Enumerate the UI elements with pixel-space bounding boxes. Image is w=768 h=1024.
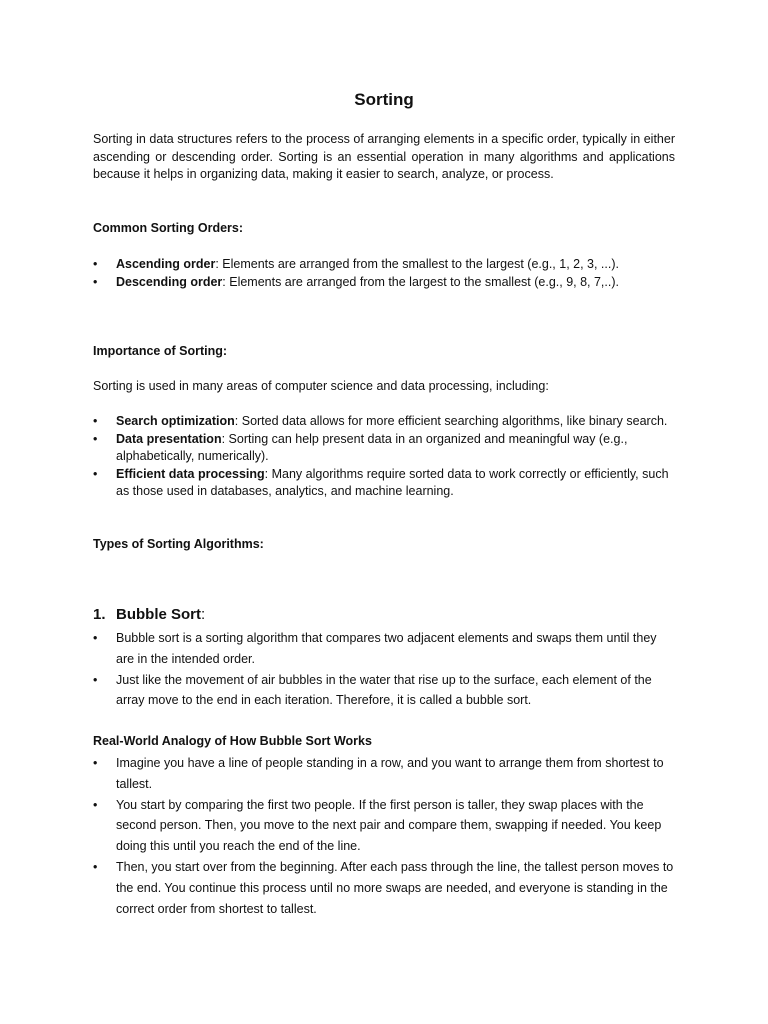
list-item	[93, 256, 675, 274]
list-item-text: Imagine you have a line of people standing in a row, and you want to arrange them from shortest to tallest.	[116, 756, 664, 791]
list-item-term: Ascending order	[116, 257, 216, 271]
importance-list	[93, 413, 675, 501]
orders-list	[93, 256, 675, 291]
list-item-text: : Many algorithms require sorted data to work correctly or efficiently, such as those used in databases, analytics, and machine learning.	[116, 466, 669, 499]
types-heading: Types of Sorting Algorithms:	[93, 537, 264, 551]
intro-paragraph: Sorting in data structures refers to the process of arranging elements in a specific order, typically in either ascending or descending order. Sorting is an essential operation in many algorithms and applications because it helps in organizing data, making it easier to search, analyze, or process.	[93, 132, 675, 182]
bubble-sort-heading	[93, 606, 205, 623]
list-item-term: Data presentation	[116, 431, 222, 446]
list-item-term: Descending order	[116, 274, 223, 289]
list-item	[93, 431, 675, 466]
list-item	[93, 413, 675, 431]
bullet-icon: •	[93, 797, 98, 812]
list-item-text: : Elements are arranged from the smallest to the largest (e.g., 1, 2, 3, ...).	[215, 257, 619, 271]
bullet-icon: •	[93, 257, 98, 271]
importance-heading: Importance of Sorting:	[93, 344, 228, 358]
list-item-text: : Sorting can help present data in an organized and meaningful way (e.g., alphabetically, numerically).	[116, 431, 628, 464]
section-number: 1.	[93, 606, 106, 623]
list-item	[93, 670, 675, 712]
list-item-text: Bubble sort is a sorting algorithm that compares two adjacent elements and swaps them until they are in the intended order.	[116, 631, 657, 666]
list-item-term: Search optimization	[116, 414, 235, 428]
bubble-sort-list	[93, 628, 675, 711]
list-item	[93, 466, 675, 501]
analogy-heading: Real-World Analogy of How Bubble Sort Works	[93, 734, 372, 748]
bullet-icon: •	[93, 756, 98, 770]
section-colon: :	[201, 606, 206, 623]
list-item	[93, 857, 675, 919]
bullet-icon: •	[93, 466, 98, 481]
list-item-text: Just like the movement of air bubbles in the water that rise up to the surface, each element of the array move to the end in each iteration. Therefore, it is called a bubble sort.	[116, 672, 652, 708]
page-title: Sorting	[354, 90, 414, 109]
bullet-icon: •	[93, 859, 98, 874]
bullet-icon: •	[93, 672, 98, 687]
analogy-list	[93, 753, 675, 919]
section-name: Bubble Sort	[116, 606, 201, 623]
list-item-text: : Sorted data allows for more efficient searching algorithms, like binary search.	[234, 414, 668, 428]
list-item	[93, 795, 675, 857]
list-item-text: You start by comparing the first two people. If the first person is taller, they swap places with the second person. Then, you move to the next pair and compare them, swapping if needed. You keep doing this until you reach the end of the line.	[116, 797, 662, 854]
list-item	[93, 274, 675, 292]
importance-lead: Sorting is used in many areas of computer science and data processing, including:	[93, 379, 549, 393]
list-item	[93, 628, 675, 670]
bullet-icon: •	[93, 274, 98, 289]
list-item-text: Then, you start over from the beginning. After each pass through the line, the tallest person moves to the end. You continue this process until no more swaps are needed, and everyone is standing in the correct order from shortest to tallest.	[116, 859, 674, 916]
bullet-icon: •	[93, 631, 98, 645]
bullet-icon: •	[93, 431, 98, 446]
common-orders-heading: Common Sorting Orders:	[93, 221, 244, 235]
list-item	[93, 753, 675, 795]
bullet-icon: •	[93, 414, 98, 428]
list-item-text: : Elements are arranged from the largest to the smallest (e.g., 9, 8, 7,..).	[222, 274, 619, 289]
list-item-term: Efficient data processing	[116, 466, 265, 481]
